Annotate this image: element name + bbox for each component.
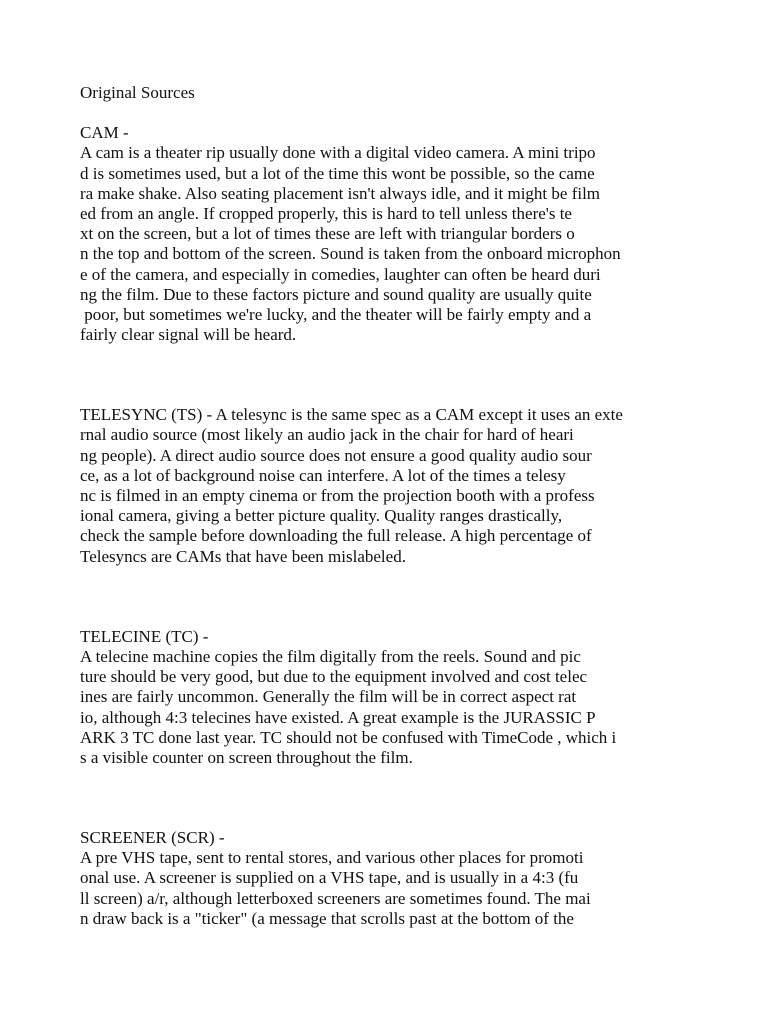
paragraph-line: n the top and bottom of the screen. Sound is taken from the onboard microphon: [80, 244, 621, 264]
paragraph-line: ng people). A direct audio source does not ensure a good quality audio sour: [80, 445, 592, 465]
paragraph-line: A telecine machine copies the film digitally from the reels. Sound and pic: [80, 646, 581, 666]
paragraph-line: poor, but sometimes we're lucky, and the theater will be fairly empty and a: [80, 304, 592, 324]
section-heading: CAM -: [80, 123, 129, 143]
blank-line: [80, 345, 760, 405]
paragraph-line: e of the camera, and especially in comedies, laughter can often be heard duri: [80, 264, 601, 284]
paragraph-line: A pre VHS tape, sent to rental stores, and various other places for promoti: [80, 848, 584, 868]
paragraph-line: xt on the screen, but a lot of times these are left with triangular borders o: [80, 224, 575, 244]
paragraph-line: ce, as a lot of background noise can interfere. A lot of the times a telesy: [80, 465, 566, 485]
blank-line: [80, 103, 760, 123]
paragraph-line: check the sample before downloading the full release. A high percentage of: [80, 526, 592, 546]
document-page: [80, 83, 760, 929]
paragraph-line: d is sometimes used, but a lot of the time this wont be possible, so the came: [80, 163, 595, 183]
paragraph-line: n draw back is a "ticker" (a message that scrolls past at the bottom of the: [80, 908, 574, 928]
blank-line: [80, 768, 760, 828]
paragraph-line: Telesyncs are CAMs that have been mislabeled.: [80, 546, 406, 566]
section-screener: [80, 828, 760, 929]
section-telecine: [80, 627, 760, 768]
paragraph-line: ional camera, giving a better picture quality. Quality ranges drastically,: [80, 506, 563, 526]
paragraph-line: ra make shake. Also seating placement isn't always idle, and it might be film: [80, 183, 601, 203]
paragraph-line: rnal audio source (most likely an audio jack in the chair for hard of heari: [80, 425, 574, 445]
paragraph-line: fairly clear signal will be heard.: [80, 325, 297, 345]
section-cam: [80, 123, 760, 345]
blank-line: [80, 567, 760, 627]
section-heading: TELECINE (TC) -: [80, 626, 209, 646]
paragraph-line: ture should be very good, but due to the equipment involved and cost telec: [80, 667, 588, 687]
paragraph-line: ng the film. Due to these factors picture and sound quality are usually quite: [80, 284, 592, 304]
section-telesync: [80, 405, 760, 567]
paragraph-line: ARK 3 TC done last year. TC should not be confused with TimeCode , which i: [80, 727, 617, 747]
paragraph-line: onal use. A screener is supplied on a VHS tape, and is usually in a 4:3 (fu: [80, 868, 579, 888]
paragraph-line: io, although 4:3 telecines have existed. A great example is the JURASSIC P: [80, 707, 596, 727]
section-heading: SCREENER (SCR) -: [80, 828, 225, 848]
paragraph-line: s a visible counter on screen throughout the film.: [80, 747, 413, 767]
document-title: Original Sources: [80, 83, 195, 102]
paragraph-line: nc is filmed in an empty cinema or from the projection booth with a profess: [80, 486, 595, 505]
paragraph-line: A cam is a theater rip usually done with a digital video camera. A mini tripo: [80, 143, 596, 163]
paragraph-line: ines are fairly uncommon. Generally the film will be in correct aspect rat: [80, 687, 577, 707]
paragraph-line: ed from an angle. If cropped properly, this is hard to tell unless there's te: [80, 203, 572, 223]
paragraph-line: TELESYNC (TS) - A telesync is the same spec as a CAM except it uses an exte: [80, 405, 623, 425]
paragraph-line: ll screen) a/r, although letterboxed screeners are sometimes found. The mai: [80, 888, 591, 908]
